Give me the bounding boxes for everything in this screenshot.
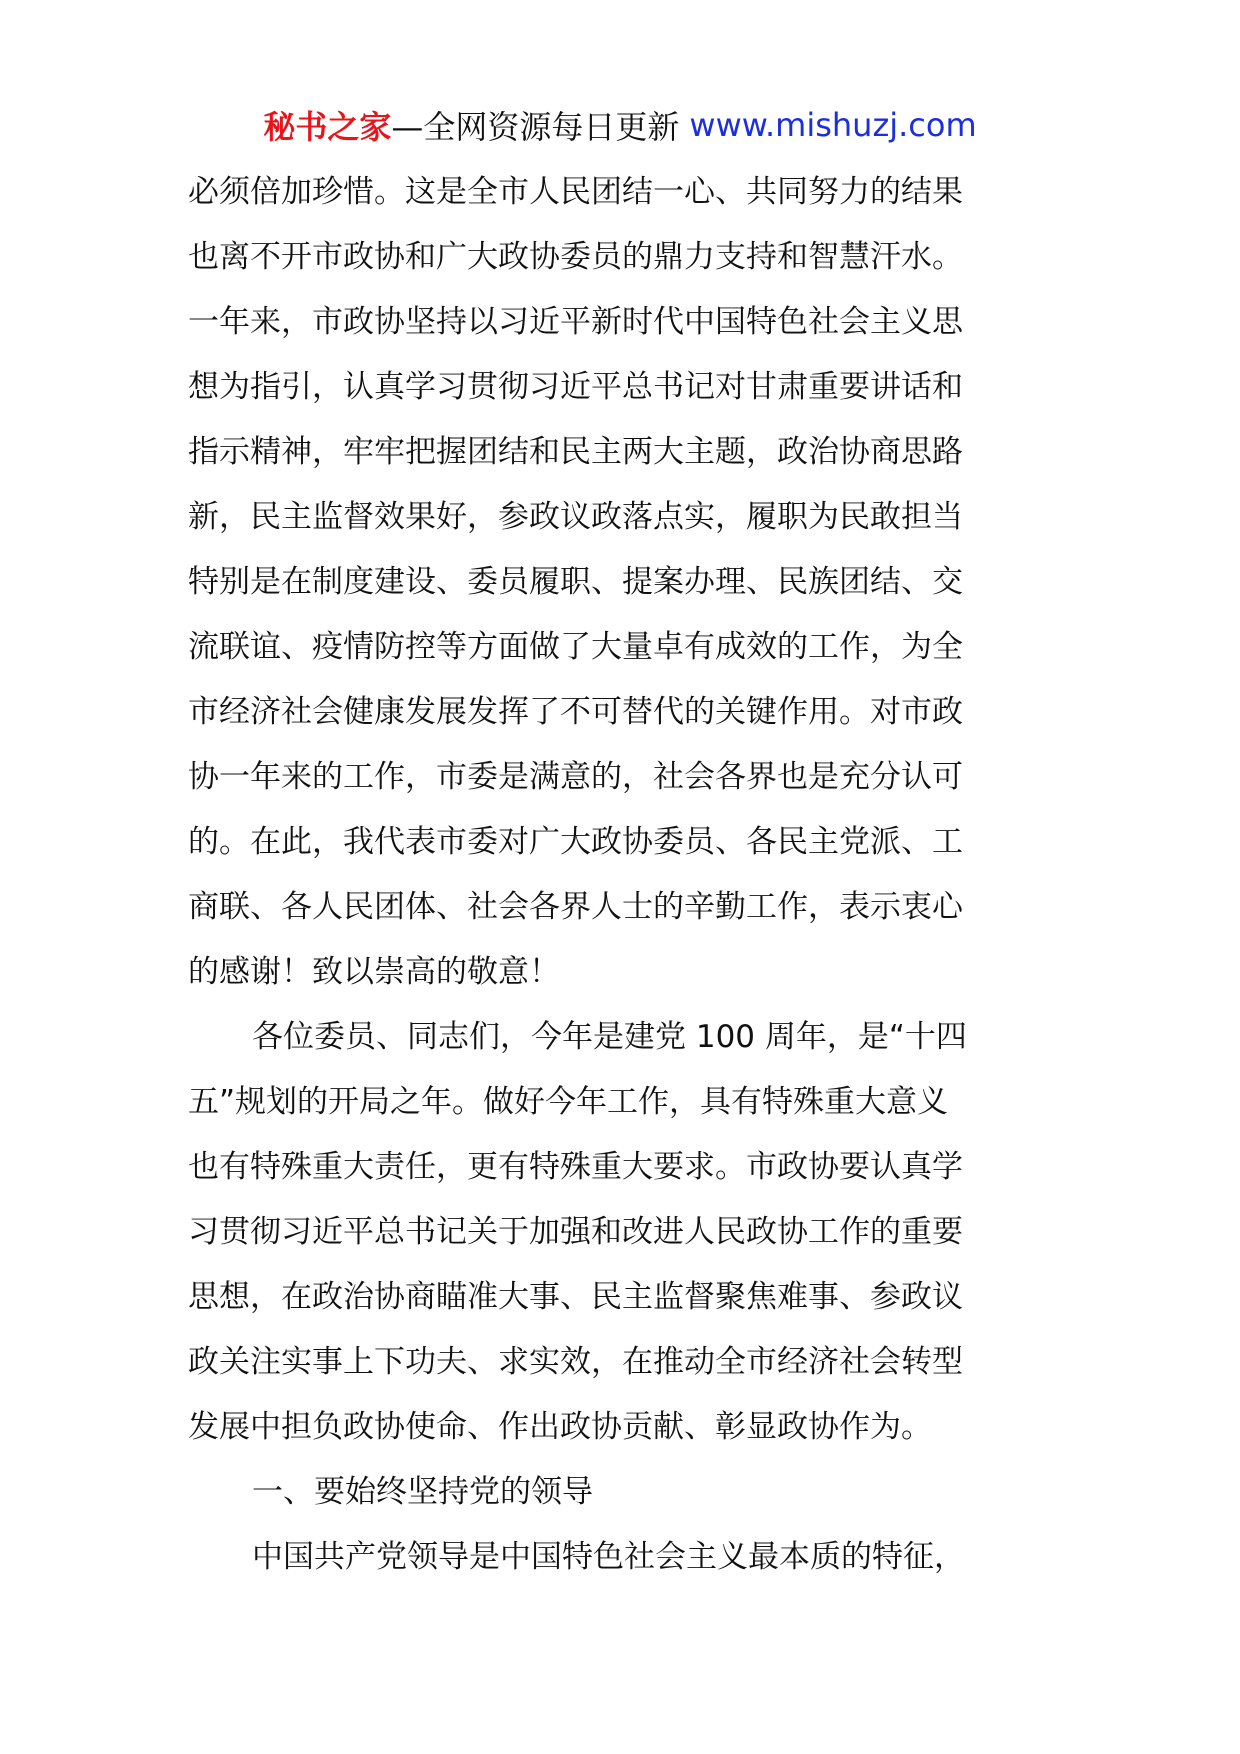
text-line: 商联、各人民团体、社会各界人士的辛勤工作，表示衷心 [188, 889, 963, 925]
text-line: 必须倍加珍惜。这是全市人民团结一心、共同努力的结果 [188, 174, 963, 210]
text-line: 新，民主监督效果好，参政议政落点实，履职为民敢担当 [188, 499, 963, 535]
site-url-link[interactable]: www.mishuzj.com [689, 106, 977, 144]
text-line: 习贯彻习近平总书记关于加强和改进人民政协工作的重要 [188, 1214, 963, 1250]
text-line: 一年来，市政协坚持以习近平新时代中国特色社会主义思 [188, 304, 963, 340]
text-line: 发展中担负政协使命、作出政协贡献、彰显政协作为。 [188, 1409, 932, 1445]
text-line: 特别是在制度建设、委员履职、提案办理、民族团结、交 [188, 564, 963, 600]
text-line: 想为指引，认真学习贯彻习近平总书记对甘肃重要讲话和 [188, 369, 963, 405]
text-line: 流联谊、疫情防控等方面做了大量卓有成效的工作，为全 [188, 629, 963, 665]
text-line: 也有特殊重大责任，更有特殊重大要求。市政协要认真学 [188, 1149, 963, 1185]
text-line: 的。在此，我代表市委对广大政协委员、各民主党派、工 [188, 824, 963, 860]
text-line: 也离不开市政协和广大政协委员的鼎力支持和智慧汗水。 [188, 239, 963, 275]
paragraph-start-line: 中国共产党领导是中国特色社会主义最本质的特征， [252, 1539, 965, 1575]
text-line: 思想，在政治协商瞄准大事、民主监督聚焦难事、参政议 [188, 1279, 963, 1315]
document-body [188, 160, 1056, 1590]
text-line: 的感谢！致以崇高的敬意！ [188, 954, 560, 990]
site-brand: 秘书之家 [263, 108, 392, 146]
paragraph-start-line: 各位委员、同志们，今年是建党 100 周年，是“十四 [252, 1019, 967, 1055]
site-tagline: —全网资源每日更新 [391, 108, 680, 146]
text-line: 协一年来的工作，市委是满意的，社会各界也是充分认可 [188, 759, 963, 795]
section-heading: 一、要始终坚持党的领导 [252, 1474, 593, 1510]
text-line: 指示精神，牢牢把握团结和民主两大主题，政治协商思路 [188, 434, 963, 470]
text-line: 五”规划的开局之年。做好今年工作，具有特殊重大意义 [188, 1084, 949, 1120]
text-line: 市经济社会健康发展发挥了不可替代的关键作用。对市政 [188, 694, 963, 730]
site-header [0, 100, 1240, 150]
text-line: 政关注实事上下功夫、求实效，在推动全市经济社会转型 [188, 1344, 963, 1380]
